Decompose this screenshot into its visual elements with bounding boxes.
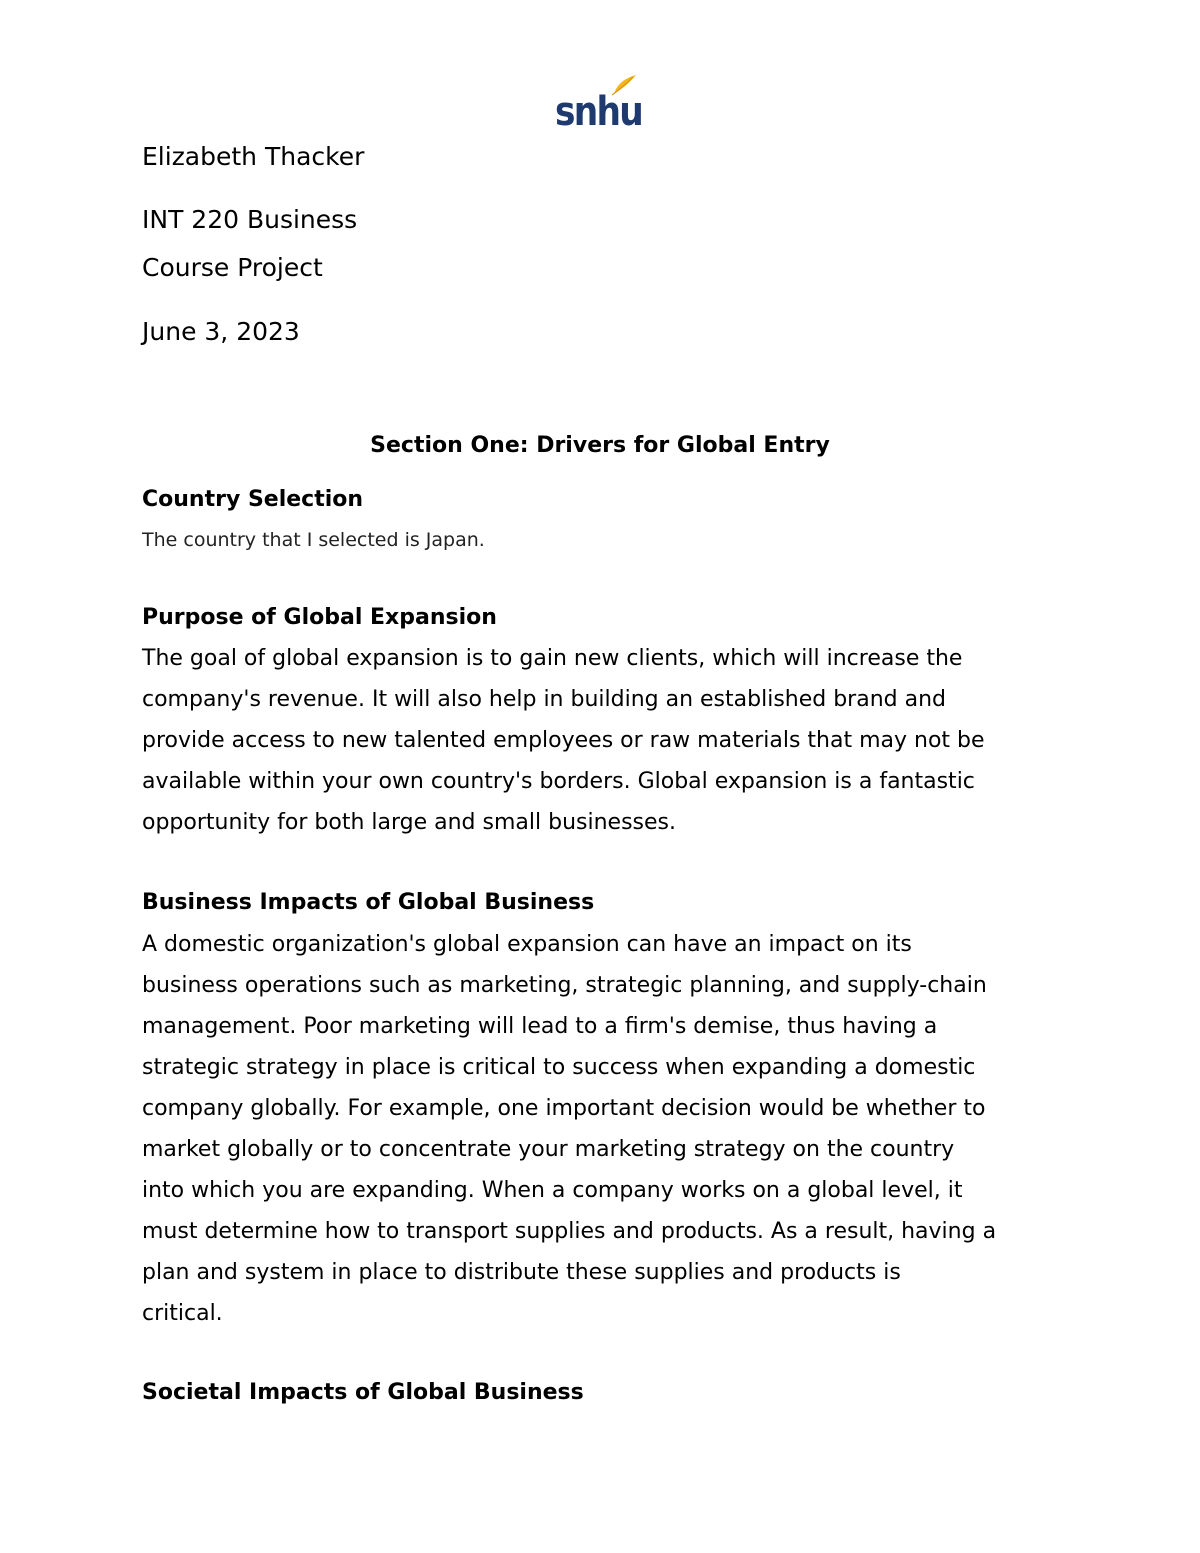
paragraph-line: critical.	[142, 1301, 223, 1326]
section-title: Section One: Drivers for Global Entry	[370, 433, 830, 458]
purpose-paragraph	[142, 638, 1062, 843]
paragraph-line: strategic strategy in place is critical to success when expanding a domestic	[142, 1055, 976, 1080]
business-impacts-paragraph	[142, 924, 1062, 1334]
paragraph-line: A domestic organization's global expansion can have an impact on its	[142, 932, 912, 957]
paragraph-line: The goal of global expansion is to gain new clients, which will increase the	[142, 646, 963, 671]
paragraph-line: available within your own country's borders. Global expansion is a fantastic	[142, 769, 975, 794]
paragraph-line: plan and system in place to distribute these supplies and products is	[142, 1260, 901, 1285]
societal-impacts-heading: Societal Impacts of Global Business	[142, 1380, 584, 1405]
purpose-heading: Purpose of Global Expansion	[142, 605, 497, 630]
document-date: June 3, 2023	[142, 317, 300, 346]
paragraph-line: provide access to new talented employees or raw materials that may not be	[142, 728, 985, 753]
snhu-logo	[555, 74, 643, 135]
paragraph-line: into which you are expanding. When a company works on a global level, it	[142, 1178, 963, 1203]
project-name: Course Project	[142, 253, 323, 282]
author-name: Elizabeth Thacker	[142, 142, 365, 171]
paragraph-line: business operations such as marketing, strategic planning, and supply-chain	[142, 973, 987, 998]
paragraph-line: must determine how to transport supplies and products. As a result, having a	[142, 1219, 997, 1244]
paragraph-line: company globally. For example, one important decision would be whether to	[142, 1096, 986, 1121]
paragraph-line: company's revenue. It will also help in building an established brand and	[142, 687, 946, 712]
country-selection-heading: Country Selection	[142, 487, 364, 512]
business-impacts-heading: Business Impacts of Global Business	[142, 890, 595, 915]
country-selection-text: The country that I selected is Japan.	[142, 529, 485, 551]
paragraph-line: management. Poor marketing will lead to a firm's demise, thus having a	[142, 1014, 938, 1039]
paragraph-line: opportunity for both large and small businesses.	[142, 810, 676, 835]
logo-wordmark: snhu	[555, 89, 643, 135]
paragraph-line: market globally or to concentrate your marketing strategy on the country	[142, 1137, 955, 1162]
course-name: INT 220 Business	[142, 205, 358, 234]
